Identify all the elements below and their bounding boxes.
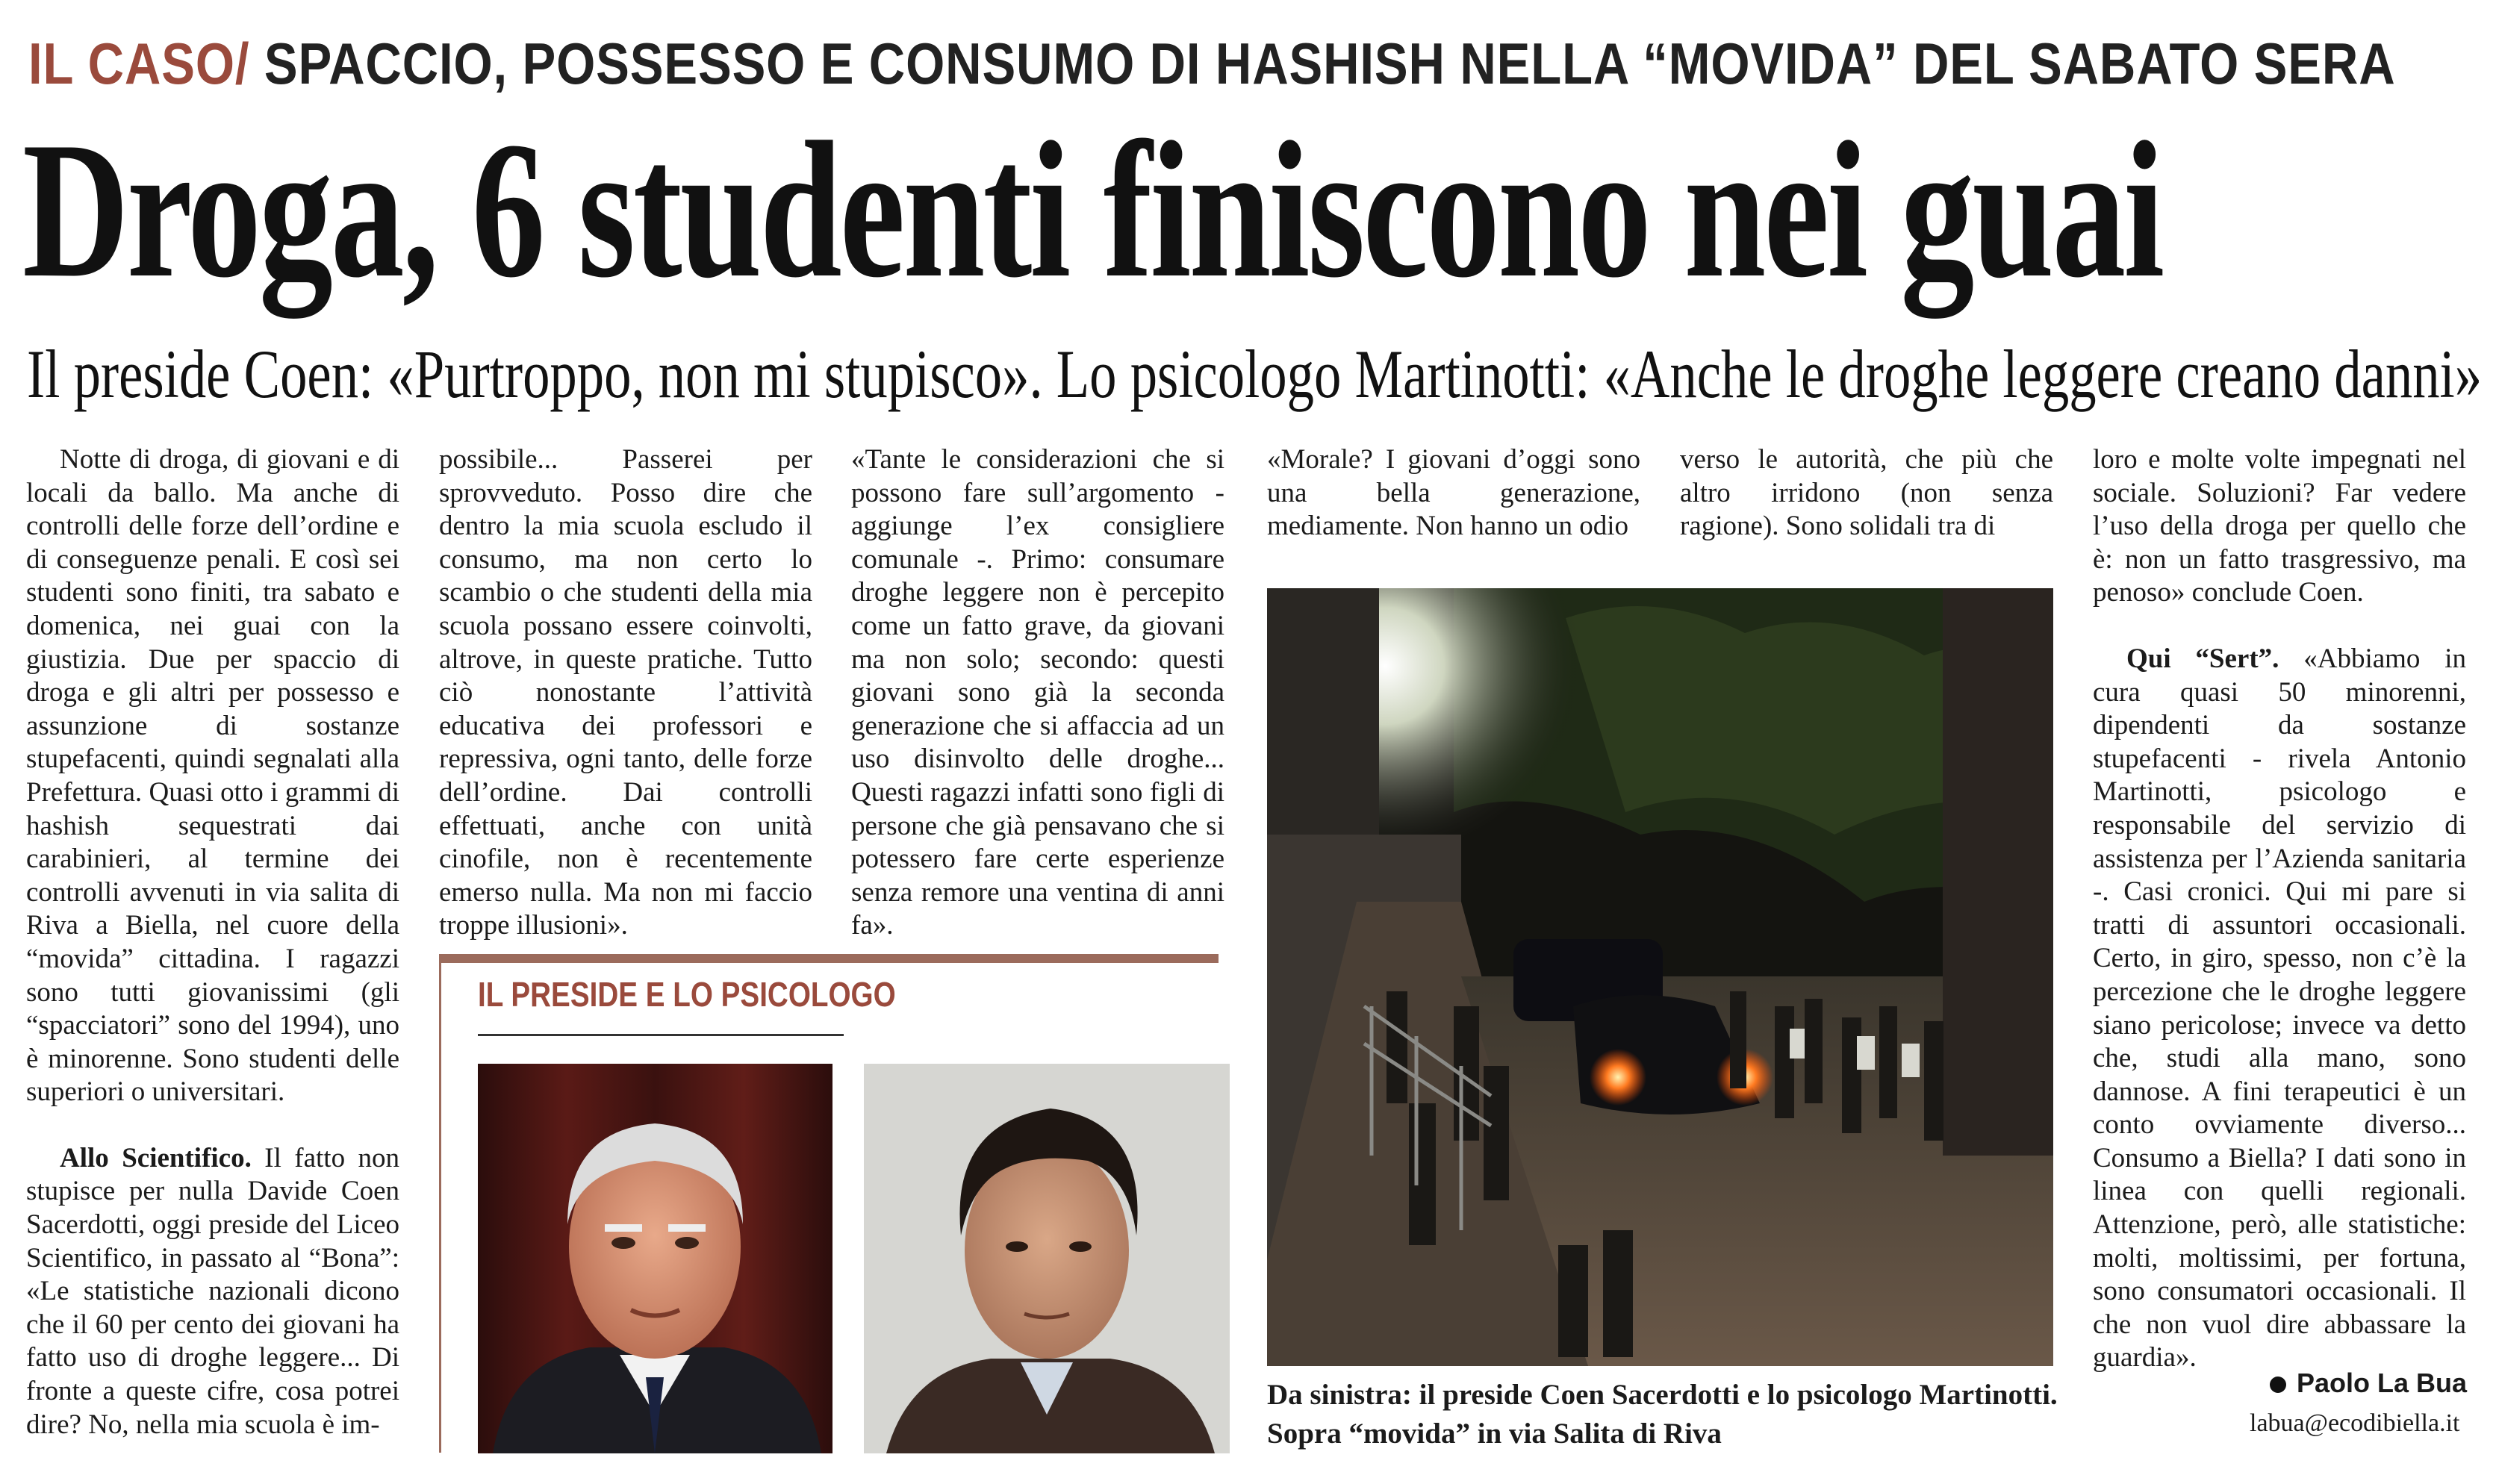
column-2-paragraph-1: possibile... Passerei per sprovveduto. Posso dire che dentro la mia scuola escludo il consumo, ma non certo lo scambio o che studenti della mia scuola possano essere coinvolti, altrove, in queste pratiche. Tutto ciò nonostante l’attività educativa dei professori e repressiva, ogni tanto, delle forze dell’ordine. Dai controlli effettuati, anche con unità cinofile, non è recentemente emerso nulla. Ma non mi faccio troppe illusioni». <box>439 444 812 941</box>
box-top-rule <box>439 954 1219 963</box>
column-1-paragraph-2-text: Il fatto non stupisce per nulla Davide Coen Sacerdotti, oggi preside del Liceo Scientifico, in passato al “Bona”: «Le statistiche nazionali dicono che il 60 per cento dei giovani ha fatto uso di droghe leggere... Di fronte a queste cifre, cosa potrei dire? No, nella mia scuola è im- <box>26 1142 400 1440</box>
box-left-rule <box>439 954 441 1453</box>
photo-caption: Da sinistra: il preside Coen Sacerdotti e lo psicologo Martinotti. Sopra “movida” in via Salita di Riva <box>1267 1379 2058 1450</box>
portrait-psicologo-graphic <box>864 1064 1230 1453</box>
column-4-paragraph-1: «Morale? I giovani d’oggi sono una bella generazione, mediamente. Non hanno un odio <box>1267 444 1640 542</box>
byline-author: Paolo La Bua <box>2297 1368 2468 1398</box>
column-1 <box>26 443 399 1441</box>
column-6 <box>2093 443 2466 1375</box>
subsection-lead-sert: Qui “Sert”. <box>2126 643 2279 674</box>
column-6-paragraph-2-text: «Abbiamo in cura quasi 50 minorenni, dipendenti da sostanze stupefacenti - rivela Antonio Martinotti, psicologo e responsabile del servizio di assistenza per l’Azienda sanitaria -. Casi cronici. Qui mi pare si tratti di assuntori occasionali. Certo, in giro, spesso, non c’è la percezione che le droghe leggere siano pericolose; invece va detto che, studi alla mano, sono dannose. A fini terapeutici è un conto ovviamente diverso... Consumo a Biella? I dati sono in linea con quelli regionali. Attenzione, però, alle statistiche: molti, moltissimi, per fortuna, sono consumatori occasionali. Il che non vuol dire abbassare la guardia». <box>2093 643 2467 1374</box>
night-street-crowd-photo <box>1267 588 2053 1366</box>
column-5 <box>1680 443 2053 543</box>
kicker-text: SPACCIO, POSSESSO E CONSUMO DI HASHISH NELLA “MOVIDA” DEL SABATO SERA <box>249 31 2396 96</box>
column-3 <box>851 443 1224 943</box>
column-6-paragraph-2 <box>2093 643 2466 1375</box>
bullet-icon <box>2270 1377 2286 1393</box>
column-4 <box>1267 443 1640 543</box>
column-1-paragraph-1: Notte di droga, di giovani e di locali da ballo. Ma anche di controlli delle forze dell’ordine e di conseguenze penali. E così sei studenti sono finiti, tra sabato e domenica, nei guai con la giustizia. Due per spaccio di droga e gli altri per possesso e assunzione di sostanze stupefacenti, quindi segnalati alla Prefettura. Quasi otto i grammi di hashish sequestrati dai carabinieri, al termine dei controlli avvenuti in via salita di Riva a Biella, nel cuore della “movida” cittadina. I ragazzi sono tutti giovanissimi (gli “spacciatori” sono del 1994), uno è minorenne. Sono studenti delle superiori o universitari. <box>26 444 399 1108</box>
box-title-underline <box>478 1034 844 1036</box>
column-5-paragraph-1: verso le autorità, che più che altro irridono (non senza ragione). Sono solidali tra di <box>1680 444 2053 542</box>
portrait-preside-graphic <box>478 1064 832 1453</box>
headline: Droga, 6 studenti finiscono nei guai <box>22 102 2163 318</box>
byline-email: labua@ecodibiella.it <box>2250 1409 2460 1437</box>
subheadline: Il preside Coen: «Purtroppo, non mi stupisco». Lo psicologo Martinotti: «Anche le droghe leggere creano danni» <box>27 336 2483 412</box>
portrait-psicologo-photo <box>864 1064 1230 1453</box>
kicker-tag: IL CASO/ <box>28 31 250 96</box>
column-3-paragraph-1: «Tante le considerazioni che si possono fare sull’argomento - aggiunge l’ex consigliere comunale -. Primo: consumare droghe leggere non è percepito come un fatto grave, da giovani ma non solo; secondo: questi giovani sono già la seconda generazione che si affaccia ad un uso disinvolto delle droghe... Questi ragazzi infatti sono figli di persone che già pensavano che si potessero fare certe esperienze senza remore una ventina di anni fa». <box>851 444 1224 941</box>
byline <box>2270 1368 2467 1399</box>
night-street-graphic <box>1267 588 2053 1366</box>
column-6-paragraph-1: loro e molte volte impegnati nel sociale. Soluzioni? Far vedere l’uso della droga per quello che è: non un fatto trasgressivo, ma penoso» conclude Coen. <box>2093 444 2466 608</box>
portrait-preside-photo <box>478 1064 832 1453</box>
box-title: IL PRESIDE E LO PSICOLOGO <box>478 975 896 1014</box>
kicker <box>28 30 2396 98</box>
subsection-lead-scientifico: Allo Scientifico. <box>60 1142 252 1173</box>
column-1-paragraph-2 <box>26 1142 399 1441</box>
column-2 <box>439 443 812 943</box>
